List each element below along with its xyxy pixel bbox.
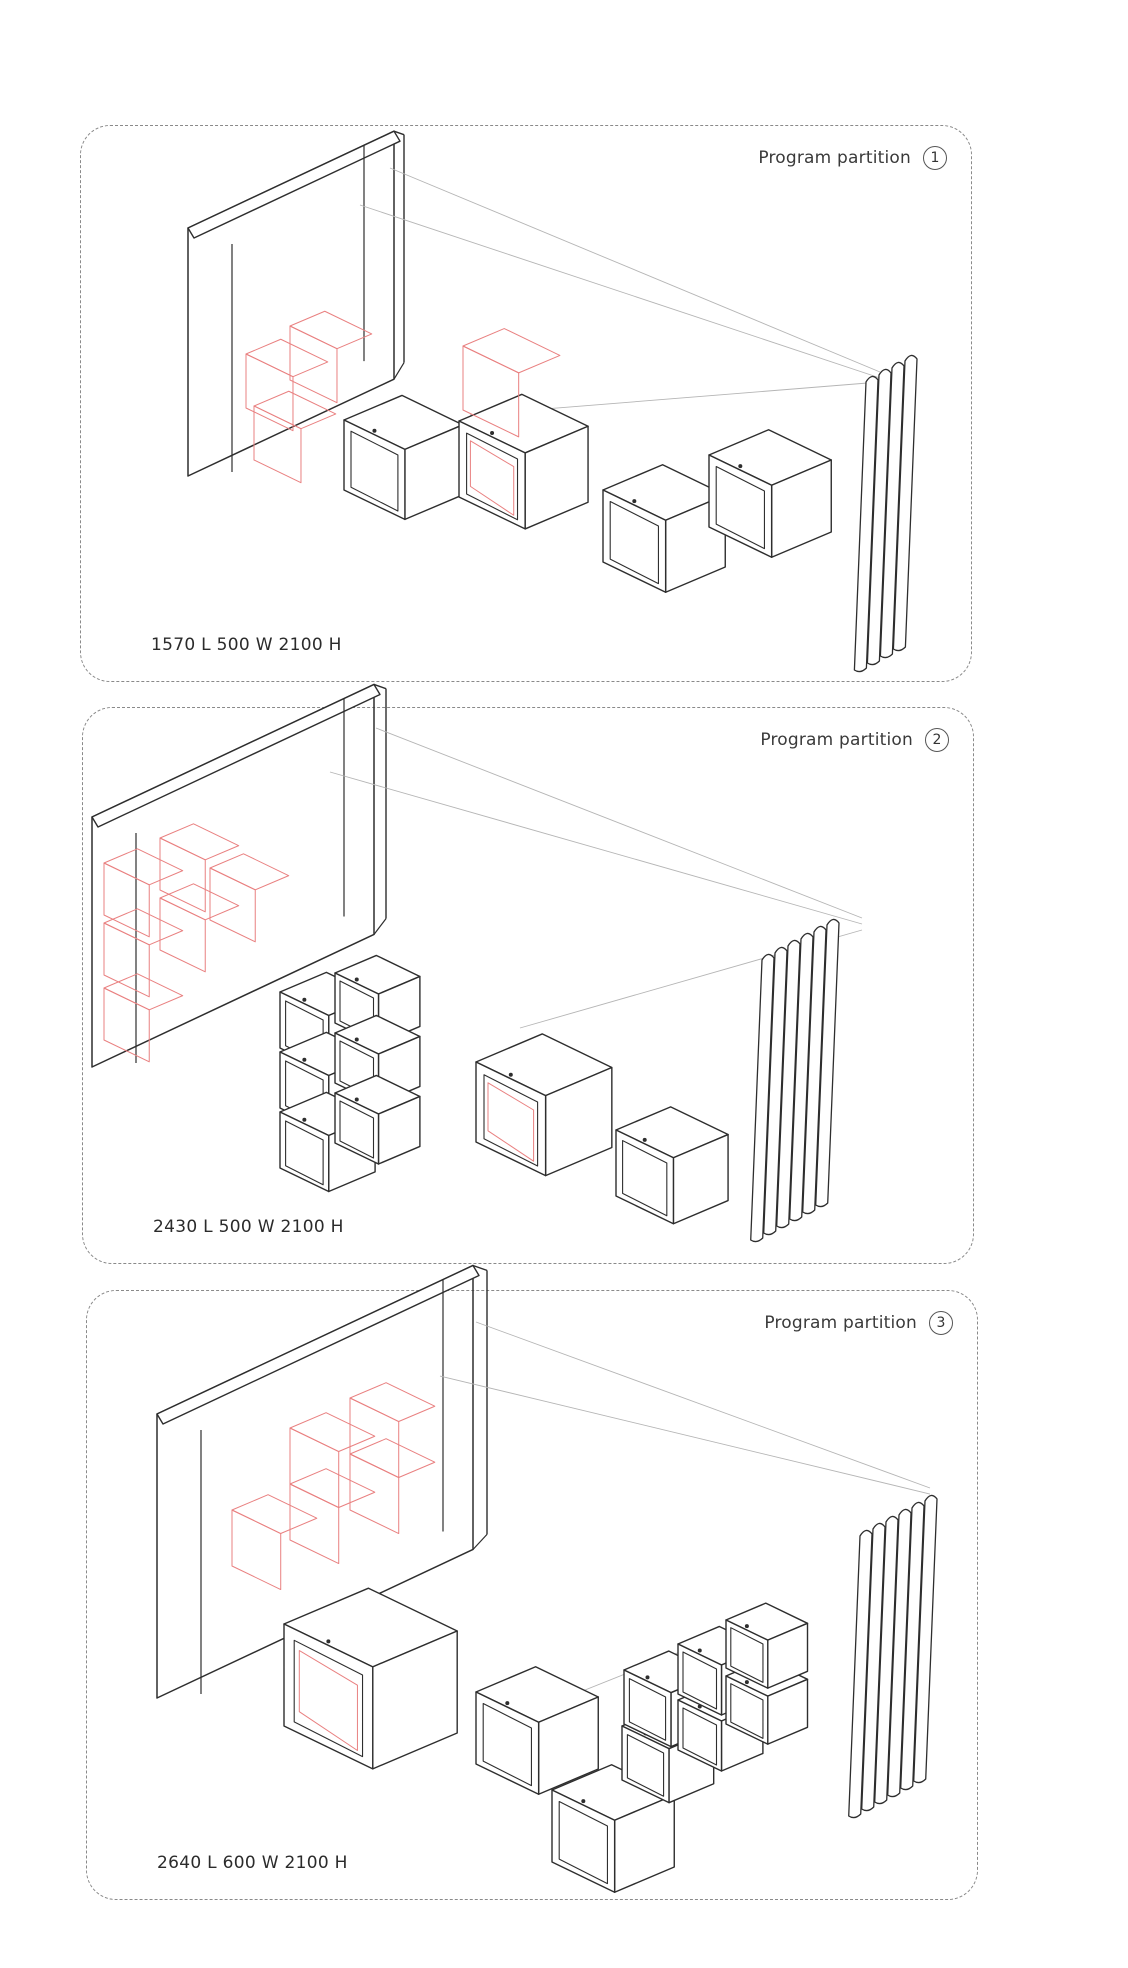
panel-number-badge: 1 [923, 146, 947, 170]
p1-ghost-2-top [290, 311, 372, 348]
panel-number-badge: 2 [925, 728, 949, 752]
p1-ghost-above-top [463, 329, 560, 373]
p3-module-g4-hinge-dot [698, 1649, 702, 1653]
p3-guide-1 [476, 1322, 930, 1488]
p2-module-a1-hinge-dot [302, 998, 306, 1002]
panel-title-text: Program partition [764, 1313, 917, 1333]
p3-module-g5-hinge-dot [745, 1680, 749, 1684]
p1-cabinet-top-lid [188, 131, 400, 238]
p2-cabinet-bottom-edge [374, 919, 386, 935]
p2-module-b2-hinge-dot [355, 1038, 359, 1042]
p1-module-3-hinge-dot [632, 499, 636, 503]
p2-guide-2 [330, 772, 862, 924]
p2-cabinet-top-lid [92, 684, 380, 827]
p2-ghost-3-top [104, 974, 183, 1010]
p1-module-2-hinge-dot [490, 431, 494, 435]
p3-ghost-2-top [290, 1469, 375, 1508]
p3-module-g2-hinge-dot [645, 1675, 649, 1679]
p2-ghost-6-top [210, 854, 289, 890]
p2-module-b1-hinge-dot [355, 978, 359, 982]
p2-ghost-4-top [160, 824, 239, 860]
panel-dimensions: 2640 L 600 W 2100 H [157, 1853, 348, 1873]
p2-module-b3-hinge-dot [355, 1098, 359, 1102]
p1-module-1-hinge-dot [372, 429, 376, 433]
p2-module-a3-hinge-dot [302, 1118, 306, 1122]
p2-ghost-5-top [160, 884, 239, 920]
p1-ghost-1-top [254, 391, 336, 428]
p3-guide-2 [440, 1376, 930, 1494]
panel-number-badge: 3 [929, 1311, 953, 1335]
p3-module-g6-hinge-dot [745, 1624, 749, 1628]
p3-ghost-5-top [350, 1383, 435, 1422]
p1-guide-2 [360, 205, 880, 378]
p3-ghost-4-top [290, 1413, 375, 1452]
p1-module-4-hinge-dot [738, 464, 742, 468]
p2-module-a2-hinge-dot [302, 1058, 306, 1062]
panel-dimensions: 2430 L 500 W 2100 H [153, 1217, 344, 1237]
p2-ghost-1-top [104, 849, 183, 885]
p1-cabinet-bottom-edge [394, 363, 404, 380]
p3-ghost-1-top [232, 1495, 317, 1534]
p3-module-1-hinge-dot [505, 1701, 509, 1705]
p3-ghost-3-top [350, 1439, 435, 1478]
p1-ghost-3-top [246, 339, 328, 376]
p2-module-c-hinge-dot [509, 1073, 513, 1077]
p2-module-d-hinge-dot [643, 1138, 647, 1142]
panel-title-text: Program partition [758, 148, 911, 168]
p2-ghost-2-top [104, 909, 183, 945]
panel-dimensions: 1570 L 500 W 2100 H [151, 635, 342, 655]
p3-cabinet-bottom-edge [473, 1534, 487, 1549]
panel-title-text: Program partition [760, 730, 913, 750]
p3-module-2-hinge-dot [581, 1799, 585, 1803]
p1-guide-1 [390, 168, 880, 372]
p2-guide-1 [376, 728, 862, 918]
p3-cabinet-top-lid [157, 1265, 479, 1424]
p3-module-wide-hinge-dot [326, 1639, 330, 1643]
